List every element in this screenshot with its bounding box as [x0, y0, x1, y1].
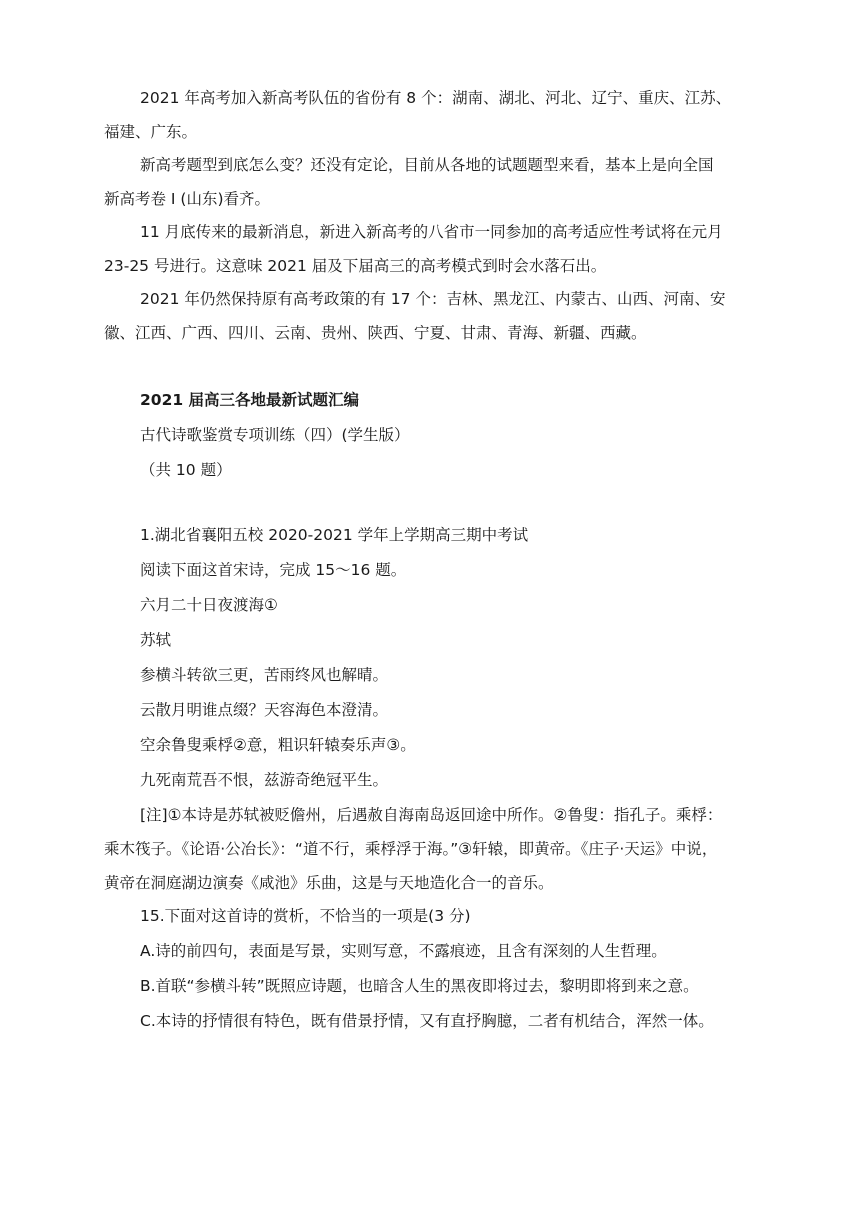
note-line: 黄帝在洞庭湖边演奏《咸池》乐曲，这是与天地造化合一的音乐。	[104, 874, 554, 892]
intro-paragraph-2	[104, 155, 758, 210]
answer-option-a: A.诗的前四句，表面是写景，实则写意，不露痕迹，且含有深刻的人生哲理。	[140, 942, 667, 960]
answer-option-b: B.首联“参横斗转”既照应诗题，也暗含人生的黑夜即将过去，黎明即将到来之意。	[140, 977, 699, 995]
answer-option-c: C.本诗的抒情很有特色，既有借景抒情，又有直抒胸臆，二者有机结合，浑然一体。	[140, 1012, 714, 1030]
text-line: 11 月底传来的最新消息，新进入新高考的八省市一同参加的高考适应性考试将在元月	[140, 223, 723, 241]
text-line: 2021 年高考加入新高考队伍的省份有 8 个：湖南、湖北、河北、辽宁、重庆、江苏、	[140, 89, 732, 107]
text-line: 2021 年仍然保持原有高考政策的有 17 个：吉林、黑龙江、内蒙古、山西、河南、安	[140, 290, 726, 308]
reading-instruction: 阅读下面这首宋诗，完成 15～16 题。	[140, 561, 407, 579]
compilation-title: 2021 届高三各地最新试题汇编	[140, 391, 360, 409]
poem-line: 参横斗转欲三更，苦雨终风也解晴。	[140, 666, 389, 684]
question-stem: 15.下面对这首诗的赏析，不恰当的一项是(3 分)	[140, 907, 471, 925]
text-line: 新高考题型到底怎么变？还没有定论，目前从各地的试题题型来看，基本上是向全国	[140, 156, 714, 174]
intro-paragraph-4	[104, 289, 758, 344]
text-line: 福建、广东。	[104, 123, 198, 141]
compilation-subtitle: 古代诗歌鉴赏专项训练（四）(学生版）	[140, 426, 410, 444]
intro-paragraph-3	[104, 222, 758, 277]
note-line: 乘木筏子。《论语·公冶长》：“道不行，乘桴浮于海。”③轩辕，即黄帝。《庄子·天运》中说，	[104, 840, 718, 858]
note-line: [注]①本诗是苏轼被贬儋州，后遇赦自海南岛返回途中所作。②鲁叟：指孔子。乘桴：	[140, 806, 723, 824]
text-line: 新高考卷 I (山东)看齐。	[104, 190, 271, 208]
question-count: （共 10 题）	[140, 461, 232, 479]
document-body	[104, 88, 758, 1046]
poem-title: 六月二十日夜渡海①	[140, 596, 278, 614]
poem-line: 云散月明谁点缀？天容海色本澄清。	[140, 701, 389, 719]
text-line: 徽、江西、广西、四川、云南、贵州、陕西、宁夏、甘肃、青海、新疆、西藏。	[104, 324, 647, 342]
intro-paragraph-1	[104, 88, 758, 143]
question-source: 1.湖北省襄阳五校 2020-2021 学年上学期高三期中考试	[140, 526, 529, 544]
poem-line: 空余鲁叟乘桴②意，粗识轩辕奏乐声③。	[140, 736, 416, 754]
poem-author: 苏轼	[140, 631, 172, 649]
poem-line: 九死南荒吾不恨，兹游奇绝冠平生。	[140, 771, 389, 789]
text-line: 23-25 号进行。这意味 2021 届及下届高三的高考模式到时会水落石出。	[104, 257, 607, 275]
poem-notes	[104, 805, 758, 894]
